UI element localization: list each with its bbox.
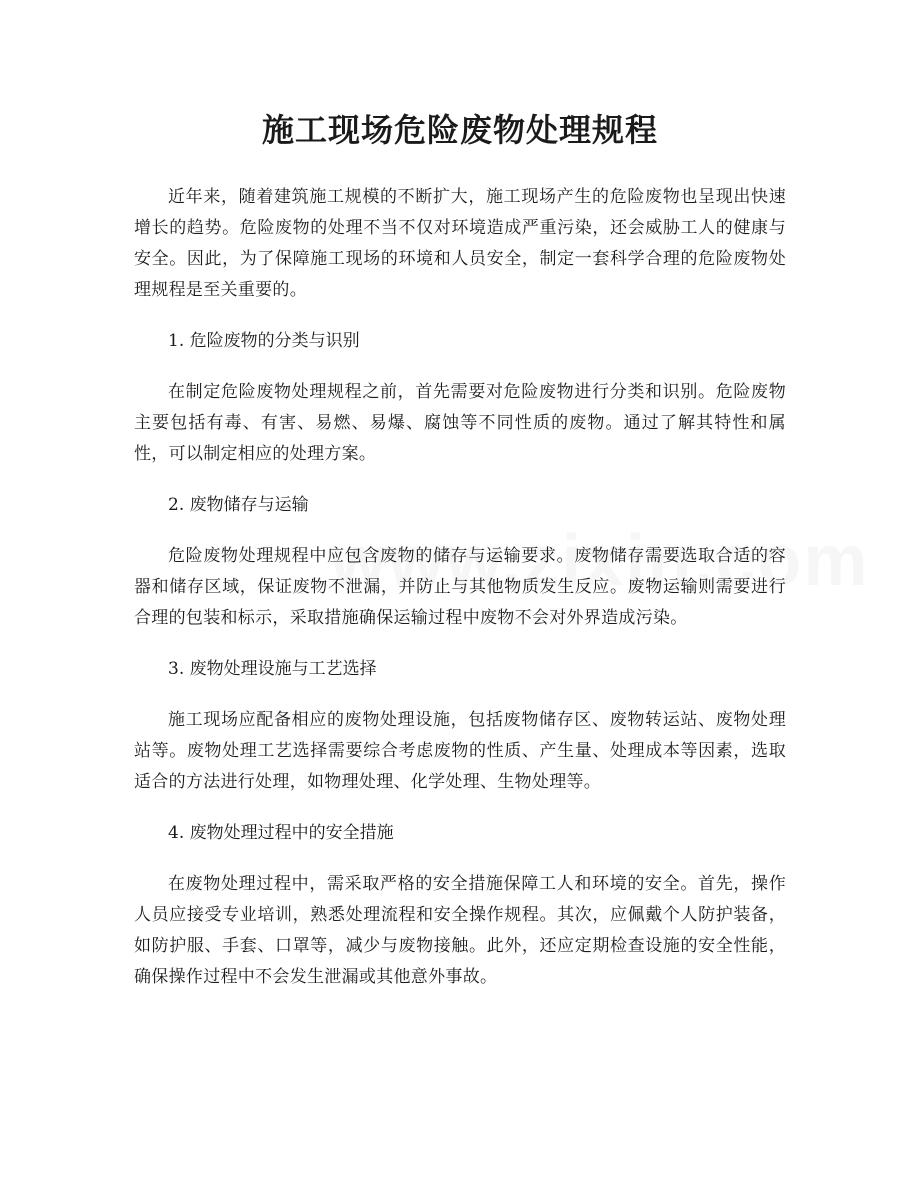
section-heading: 4. 废物处理过程中的安全措施 bbox=[168, 823, 394, 843]
section-heading: 1. 危险废物的分类与识别 bbox=[168, 331, 360, 351]
section-paragraph: 危险废物处理规程中应包含废物的储存与运输要求。废物储存需要选取合适的容器和储存区域，保证废物不泄漏，并防止与其他物质发生反应。废物运输则需要进行合理的包装和标示，采取措施确保运输过程中废物不会对外界造成污染。 bbox=[134, 546, 786, 628]
document-body bbox=[134, 182, 786, 993]
section-paragraph: 在废物处理过程中，需采取严格的安全措施保障工人和环境的安全。首先，操作人员应接受专业培训，熟悉处理流程和安全操作规程。其次，应佩戴个人防护装备，如防护服、手套、口罩等，减少与废物接触。此外，还应定期检查设施的安全性能，确保操作过程中不会发生泄漏或其他意外事故。 bbox=[134, 874, 786, 987]
section-facilities bbox=[134, 654, 786, 798]
section-classification bbox=[134, 326, 786, 470]
section-safety bbox=[134, 818, 786, 993]
section-heading: 2. 废物储存与运输 bbox=[168, 495, 309, 515]
section-paragraph: 在制定危险废物处理规程之前，首先需要对危险废物进行分类和识别。危险废物主要包括有毒、有害、易燃、易爆、腐蚀等不同性质的废物。通过了解其特性和属性，可以制定相应的处理方案。 bbox=[134, 382, 786, 464]
section-storage-transport bbox=[134, 490, 786, 634]
document-title: 施工现场危险废物处理规程 bbox=[261, 111, 658, 149]
section-paragraph: 施工现场应配备相应的废物处理设施，包括废物储存区、废物转运站、废物处理站等。废物处理工艺选择需要综合考虑废物的性质、产生量、处理成本等因素，选取适合的方法进行处理，如物理处理、化学处理、生物处理等。 bbox=[134, 710, 786, 792]
intro-paragraph: 近年来，随着建筑施工规模的不断扩大，施工现场产生的危险废物也呈现出快速增长的趋势。危险废物的处理不当不仅对环境造成严重污染，还会威胁工人的健康与安全。因此，为了保障施工现场的环境和人员安全，制定一套科学合理的危险废物处理规程是至关重要的。 bbox=[134, 187, 786, 300]
section-heading: 3. 废物处理设施与工艺选择 bbox=[168, 659, 377, 679]
